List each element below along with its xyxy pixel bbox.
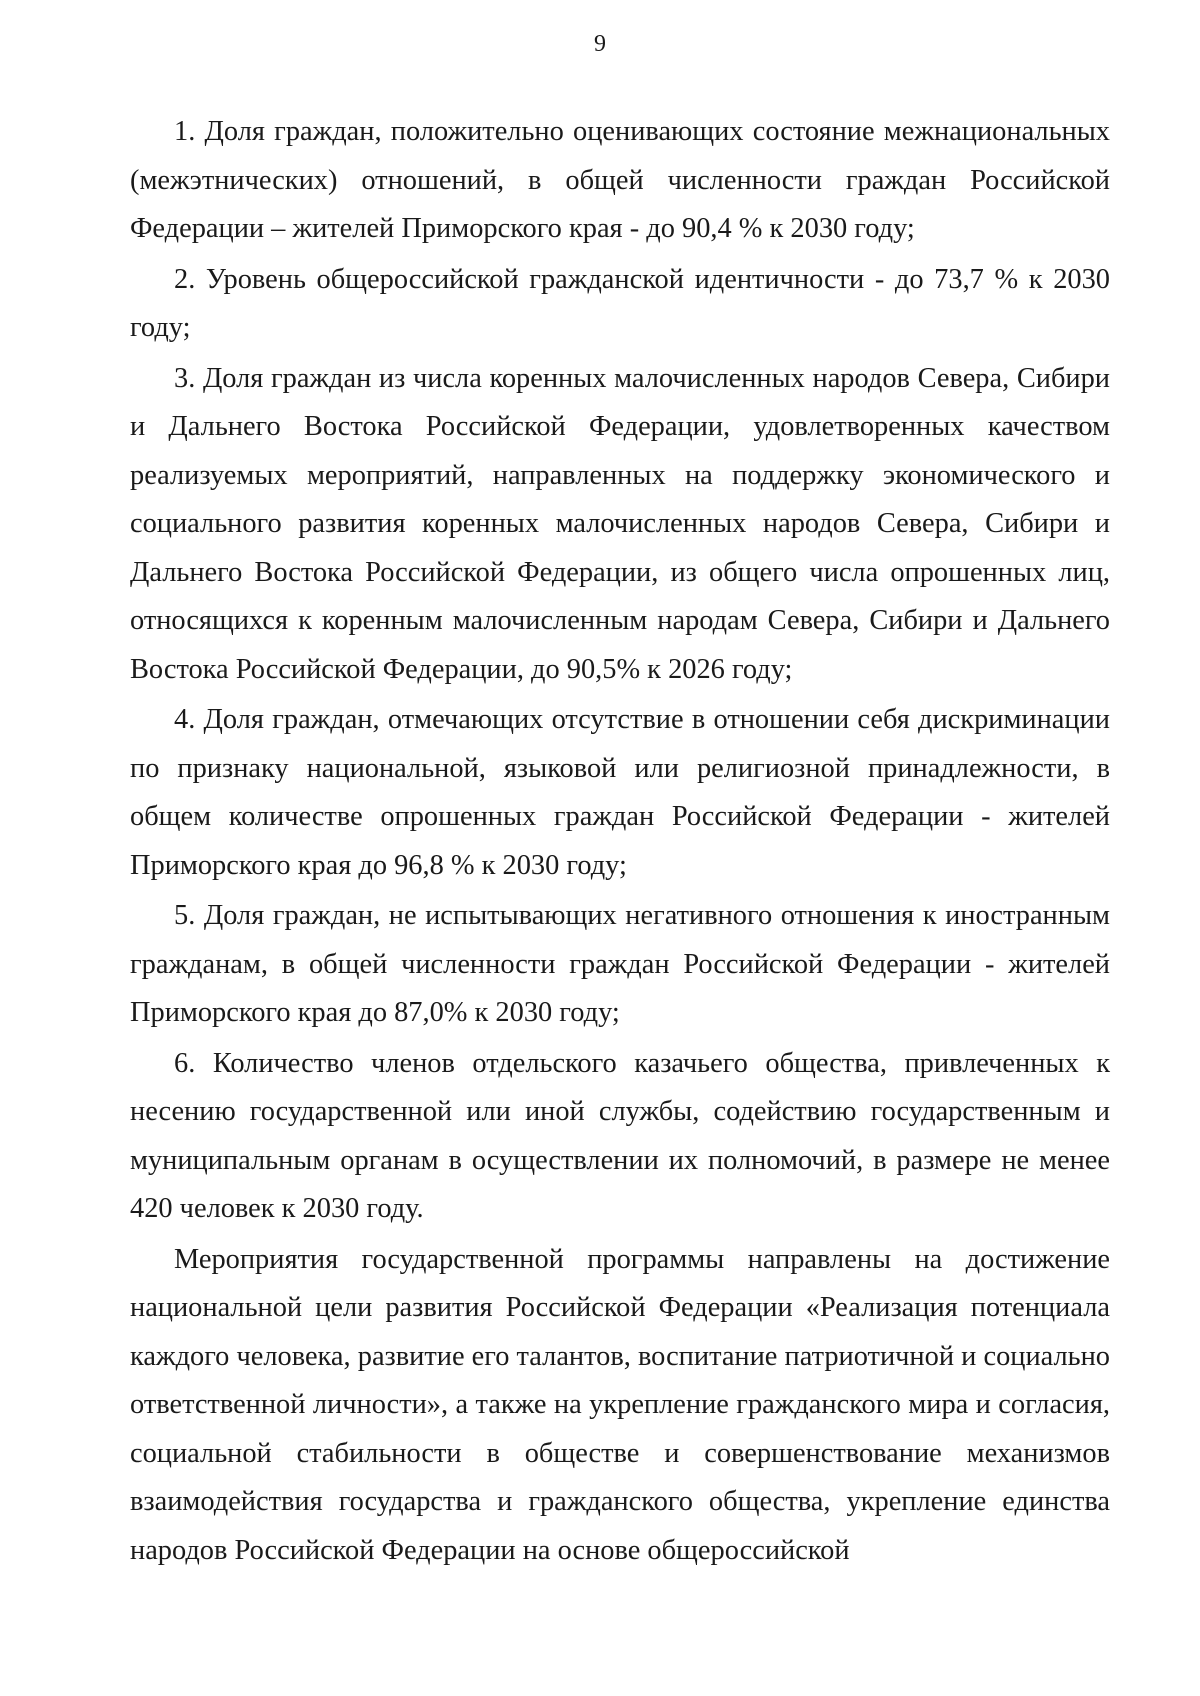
page-number: 9 bbox=[594, 31, 606, 57]
paragraph-target-2: 2. Уровень общероссийской гражданской идентичности - до 73,7 % к 2030 году; bbox=[130, 263, 1110, 343]
paragraph-target-5: 5. Доля граждан, не испытывающих негативного отношения к иностранным гражданам, в общей численности граждан Российской Федерации - жителей Приморского края до 87,0% к 2030 году; bbox=[130, 900, 1110, 1028]
paragraph-program-measures: Мероприятия государственной программы направлены на достижение национальной цели развития Российской Федерации «Реализация потенциала каждого человека, развитие его талантов, воспитание патриотичной и социально ответственной личности», а также на укрепление гражданского мира и согласия, социальной стабильности в обществе и совершенствование механизмов взаимодействия государства и гражданского общества, укрепление единства народов Российской Федерации на основе общероссийской bbox=[130, 1243, 1110, 1566]
paragraph-target-3: 3. Доля граждан из числа коренных малочисленных народов Севера, Сибири и Дальнего Востока Российской Федерации, удовлетворенных качеством реализуемых мероприятий, направленных на поддержку экономического и социального развития коренных малочисленных народов Севера, Сибири и Дальнего Востока Российской Федерации, из общего числа опрошенных лиц, относящихся к коренным малочисленным народам Севера, Сибири и Дальнего Востока Российской Федерации, до 90,5% к 2026 году; bbox=[130, 362, 1110, 685]
paragraph-target-6: 6. Количество членов отдельского казачьего общества, привлеченных к несению государственной или иной службы, содействию государственным и муниципальным органам в осуществлении их полномочий, в размере не менее 420 человек к 2030 году. bbox=[130, 1047, 1110, 1224]
paragraph-target-1: 1. Доля граждан, положительно оценивающих состояние межнациональных (межэтнических) отношений, в общей численности граждан Российской Федерации – жителей Приморского края - до 90,4 % к 2030 году; bbox=[130, 116, 1110, 244]
document-body bbox=[130, 108, 1110, 1577]
paragraph-target-4: 4. Доля граждан, отмечающих отсутствие в отношении себя дискриминации по признаку национальной, языковой или религиозной принадлежности, в общем количестве опрошенных граждан Российской Федерации - жителей Приморского края до 96,8 % к 2030 году; bbox=[130, 704, 1110, 881]
